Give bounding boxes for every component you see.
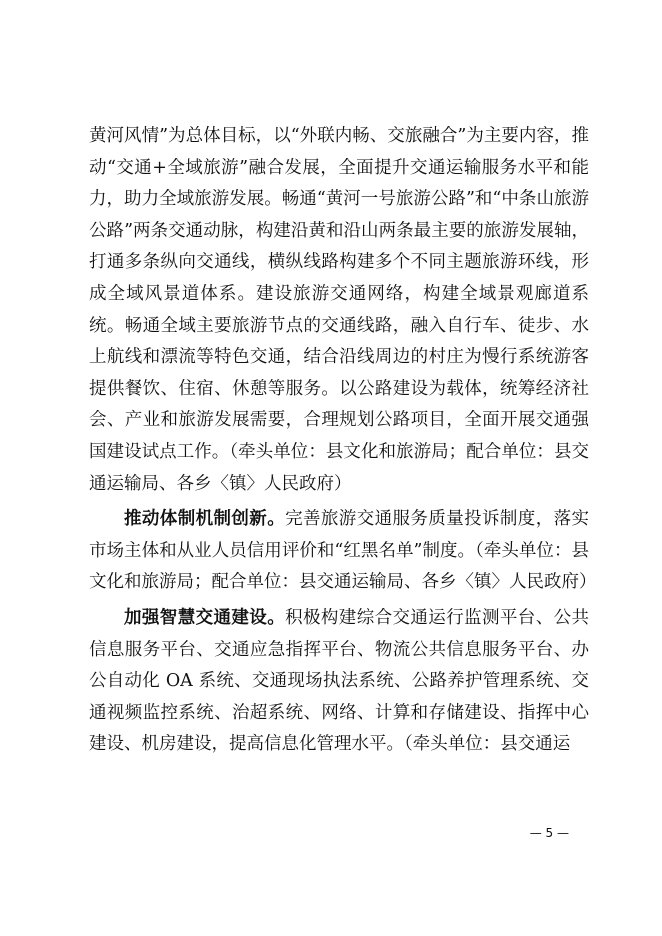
paragraph-heading: 加强智慧交通建设。 [124, 607, 286, 628]
paragraph-text: 黄河风情”为总体目标，以“外联内畅、交旅融合”为主要内容，推动“交通+全域旅游”融合发展，全面提升交通运输服务水平和能力，助力全域旅游发展。畅通“黄河一号旅游公路”和“中条山旅游公路”两条交通动脉，构建沿黄和沿山两条最主要的旅游发展轴，打通多条纵向交通线，横纵线路构建多个不同主题旅游环线，形成全域风景道体系。建设旅游交通网络，构建全域景观廊道系统。畅通全域主要旅游节点的交通线路，融入自行车、徒步、水上航线和漂流等特色交通，结合沿线周边的村庄为慢行系统游客提供餐饮、住宿、休憩等服务。以公路建设为载体，统筹经济社会、产业和旅游发展需要，合理规划公路项目，全面开展交通强国建设试点工作。（牵头单位：县文化和旅游局；配合单位：县交通运输局、各乡〈镇〉人民政府） [89, 126, 589, 494]
paragraph-text: 积极构建综合交通运行监测平台、公共信息服务平台、交通应急指挥平台、物流公共信息服务平台、办公自动化 OA 系统、交通现场执法系统、公路养护管理系统、交通视频监控系统、治超系统、网络、计算和存储建设、指挥中心建设、机房建设，提高信息化管理水平。（牵头单位：县交通运 [89, 607, 590, 755]
paragraph-tourism-transport [89, 121, 589, 500]
paragraph-institutional-innovation [89, 504, 597, 599]
document-body [89, 121, 597, 765]
page-number: — 5 — [529, 826, 569, 840]
paragraph-heading: 推动体制机制创新。 [124, 509, 286, 530]
paragraph-text: 完善旅游交通服务质量投诉制度，落实市场主体和从业人员信用评价和“红黑名单”制度。（牵头单位：县文化和旅游局；配合单位：县交通运输局、各乡〈镇〉人民政府） [89, 509, 597, 593]
paragraph-smart-transport [89, 603, 589, 761]
